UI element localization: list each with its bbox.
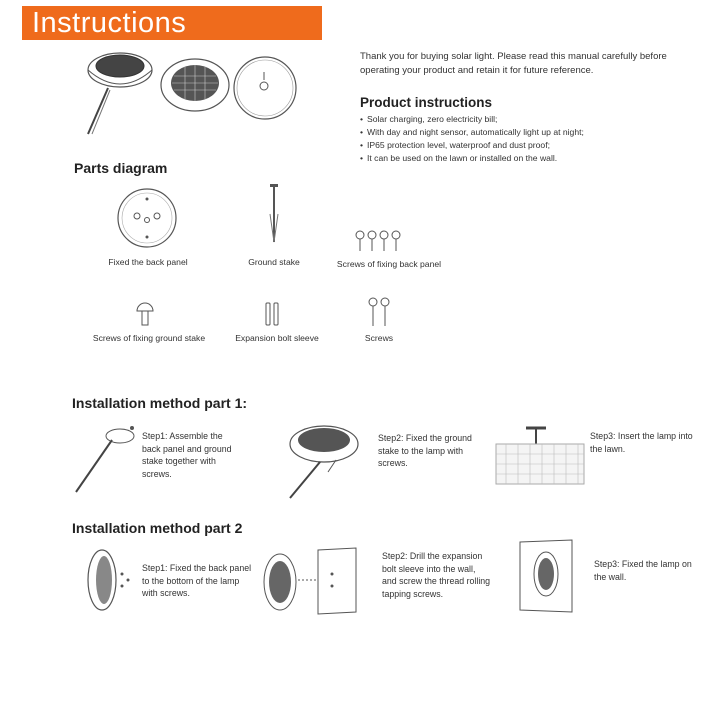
lamp-bottom-illustration <box>232 58 298 118</box>
installation-part2-title: Installation method part 2 <box>72 520 243 536</box>
back-panel-illustration <box>115 188 179 248</box>
back-panel-screws-illustration <box>354 230 406 252</box>
intro-text: Thank you for buying solar light. Please read this manual carefully before operating your product and retain it for future reference. <box>360 51 667 76</box>
part2-step2-illustration <box>262 546 358 616</box>
lamp-with-stake-illustration <box>78 48 158 138</box>
part-label: Ground stake <box>248 257 300 267</box>
part1-step2-text: Step2: Fixed the ground stake to the lamp with screws. <box>378 433 472 468</box>
part2-step2-text: Step2: Drill the expansion bolt sleeve into the wall, and screw the thread rolling tapping screws. <box>382 551 491 599</box>
part-label: Fixed the back panel <box>108 257 188 267</box>
bullet-item: • It can be used on the lawn or installed on the wall. <box>360 152 700 165</box>
product-bullets <box>360 113 700 165</box>
parts-diagram-title: Parts diagram <box>74 160 168 176</box>
part-label: Screws <box>364 333 394 343</box>
ground-stake-screw-illustration <box>135 302 155 326</box>
part2-step3-illustration <box>518 538 574 614</box>
step1-assembly-illustration <box>72 424 138 494</box>
part2-step1-illustration <box>86 548 136 612</box>
part-label: Screws of fixing ground stake <box>92 333 206 343</box>
title-banner <box>22 6 322 40</box>
bullet-item: • IP65 protection level, waterproof and dust proof; <box>360 139 700 152</box>
product-instructions-title: Product instructions <box>360 95 493 110</box>
solar-panel-top-illustration <box>160 58 230 112</box>
part1-step1-text: Step1: Assemble the back panel and ground stake together with screws. <box>142 431 232 479</box>
installation-part1-title: Installation method part 1: <box>72 395 248 411</box>
ground-stake-illustration <box>264 184 284 244</box>
part-label: Screws of fixing back panel <box>336 259 442 269</box>
part2-step3-text: Step3: Fixed the lamp on the wall. <box>594 559 692 582</box>
step2-lamp-stake-illustration <box>284 420 364 500</box>
part2-step1-text: Step1: Fixed the back panel to the bottom of the lamp with screws. <box>142 563 252 598</box>
expansion-bolt-sleeve-illustration <box>264 302 280 326</box>
bullet-item: • With day and night sensor, automatically light up at night; <box>360 126 700 139</box>
part1-step3-text: Step3: Insert the lamp into the lawn. <box>590 431 693 454</box>
screws-illustration <box>368 297 390 327</box>
bullet-item: • Solar charging, zero electricity bill; <box>360 113 700 126</box>
part-label: Expansion bolt sleeve <box>235 333 319 343</box>
step3-lawn-illustration <box>494 424 586 486</box>
page-title: Instructions <box>32 7 187 39</box>
